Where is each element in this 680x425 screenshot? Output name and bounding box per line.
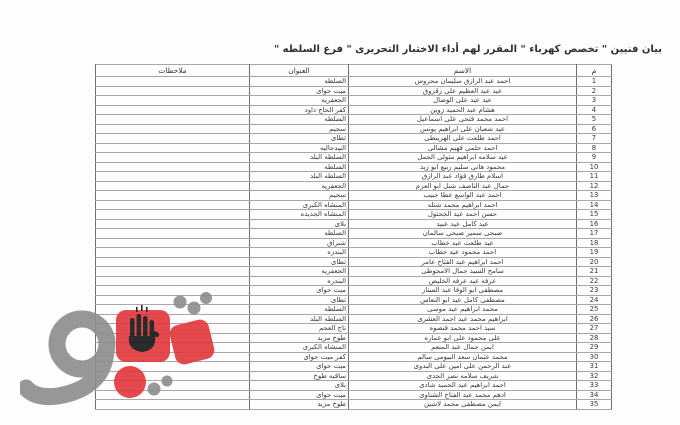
table-row [96, 333, 612, 343]
notes-cell [96, 162, 250, 172]
name-cell: عيد طلعت عيد خطاب [349, 238, 577, 248]
notes-cell [96, 210, 250, 220]
name-cell: على محمود على ابو عماره [349, 333, 577, 343]
table-row [96, 143, 612, 153]
table-row [96, 172, 612, 182]
name-cell: عبد الرحمن على امين على البدوى [349, 362, 577, 372]
row-number-cell: 23 [577, 286, 612, 296]
name-cell: احمد عبد الواسع عطا حبيب [349, 191, 577, 201]
address-cell: طوخ مزيد [250, 333, 349, 343]
notes-cell [96, 172, 250, 182]
notes-cell [96, 200, 250, 210]
name-cell: شريف سلامه نصر الجدى [349, 371, 577, 381]
notes-cell [96, 96, 250, 106]
notes-cell [96, 134, 250, 144]
address-cell: كفر الحاج داود [250, 105, 349, 115]
row-number-cell: 11 [577, 172, 612, 182]
name-cell: ابراهيم محمد عيد احمد العشرى [349, 314, 577, 324]
notes-cell [96, 305, 250, 315]
name-cell: احمد طلعت على الهريبطى [349, 134, 577, 144]
address-cell: شبراق [250, 238, 349, 248]
name-cell: احمد محمود عيد خطاب [349, 248, 577, 258]
address-cell: طوخ مزيد [250, 400, 349, 410]
address-cell: ميت حواى [250, 362, 349, 372]
notes-cell [96, 181, 250, 191]
address-cell: الجعفريه [250, 181, 349, 191]
address-cell: السلطه [250, 305, 349, 315]
table-row [96, 343, 612, 353]
row-number-cell: 10 [577, 162, 612, 172]
notes-cell [96, 276, 250, 286]
address-cell: سحيم [250, 124, 349, 134]
row-number-cell: 30 [577, 352, 612, 362]
table-row [96, 267, 612, 277]
row-number-cell: 24 [577, 295, 612, 305]
table-row [96, 381, 612, 391]
address-cell: السلطه [250, 115, 349, 125]
notes-cell [96, 390, 250, 400]
table-row [96, 400, 612, 410]
row-number-cell: 1 [577, 77, 612, 87]
address-cell: السلطه البلد [250, 314, 349, 324]
name-cell: جمال عبد الناصف شبل ابو العزم [349, 181, 577, 191]
table-row [96, 162, 612, 172]
notes-cell [96, 229, 250, 239]
notes-cell [96, 333, 250, 343]
name-cell: عيد شعبان على ابراهيم يونس [349, 124, 577, 134]
notes-cell [96, 219, 250, 229]
row-number-cell: 28 [577, 333, 612, 343]
table-row [96, 248, 612, 258]
notes-cell [96, 314, 250, 324]
address-cell: السلطه البلد [250, 172, 349, 182]
row-number-cell: 20 [577, 257, 612, 267]
table-row [96, 314, 612, 324]
table-header [96, 65, 612, 77]
name-cell: احمد محمد فتحى على اسماعيل [349, 115, 577, 125]
table-row [96, 295, 612, 305]
table-row [96, 305, 612, 315]
notes-cell [96, 143, 250, 153]
notes-cell [96, 267, 250, 277]
table-row [96, 181, 612, 191]
header-notes: ملاحظات [96, 65, 250, 77]
address-cell: تاج العجم [250, 324, 349, 334]
address-cell: سحيم [250, 191, 349, 201]
row-number-cell: 12 [577, 181, 612, 191]
name-cell: ايمن مصطفى محمد لاشين [349, 400, 577, 410]
address-cell: تطاى [250, 134, 349, 144]
row-number-cell: 6 [577, 124, 612, 134]
notes-cell [96, 191, 250, 201]
address-cell: بلاى [250, 381, 349, 391]
name-cell: عيد كامل عيد عبيد [349, 219, 577, 229]
address-cell: البيدجاليه [250, 143, 349, 153]
name-cell: احمد ابراهيم عبد الفتاح عامر [349, 257, 577, 267]
name-cell: عرفه عيد عرفه الخليص [349, 276, 577, 286]
header-name: الاسم [349, 65, 577, 77]
name-cell: سامح السيد جمال الامحوطى [349, 267, 577, 277]
address-cell: السلطه [250, 162, 349, 172]
notes-cell [96, 400, 250, 410]
table-row [96, 238, 612, 248]
row-number-cell: 14 [577, 200, 612, 210]
table-row [96, 134, 612, 144]
row-number-cell: 13 [577, 191, 612, 201]
address-cell: تطاى [250, 295, 349, 305]
row-number-cell: 35 [577, 400, 612, 410]
row-number-cell: 34 [577, 390, 612, 400]
notes-cell [96, 257, 250, 267]
table-row [96, 153, 612, 163]
row-number-cell: 29 [577, 343, 612, 353]
name-cell: ادهم محمد عبد الفتاح الشناوى [349, 390, 577, 400]
table-row [96, 219, 612, 229]
name-cell: عيد عبد العظيم على زقزوق [349, 86, 577, 96]
row-number-cell: 2 [577, 86, 612, 96]
address-cell: السلطه [250, 229, 349, 239]
name-cell: عيد عيد على الوصال [349, 96, 577, 106]
notes-cell [96, 115, 250, 125]
name-cell: ايمن جمال عبد المنعم [349, 343, 577, 353]
address-cell: بلاى [250, 219, 349, 229]
notes-cell [96, 248, 250, 258]
notes-cell [96, 77, 250, 87]
table-body [96, 77, 612, 410]
row-number-cell: 22 [577, 276, 612, 286]
row-number-cell: 26 [577, 314, 612, 324]
name-cell: عيد سلامه ابراهيم متولى الجمل [349, 153, 577, 163]
notes-cell [96, 381, 250, 391]
row-number-cell: 4 [577, 105, 612, 115]
row-number-cell: 15 [577, 210, 612, 220]
name-cell: محمود هانى سليم ربيع ابو زيد [349, 162, 577, 172]
name-cell: اسلام طارق فؤاد عبد الرازق [349, 172, 577, 182]
table-row [96, 200, 612, 210]
name-cell: حسن احمد عيد الجحتول [349, 210, 577, 220]
row-number-cell: 31 [577, 362, 612, 372]
header-address: العنوان [250, 65, 349, 77]
table-row [96, 210, 612, 220]
notes-cell [96, 286, 250, 296]
notes-cell [96, 105, 250, 115]
table-row [96, 115, 612, 125]
row-number-cell: 33 [577, 381, 612, 391]
row-number-cell: 32 [577, 371, 612, 381]
address-cell: الجعفريه [250, 96, 349, 106]
name-cell: احمد ابراهيم عبد الحميد شادى [349, 381, 577, 391]
row-number-cell: 18 [577, 238, 612, 248]
row-number-cell: 8 [577, 143, 612, 153]
table-row [96, 191, 612, 201]
address-cell: ساقيه طوخ [250, 371, 349, 381]
name-cell: محمد عثمان سعد البيومى سالم [349, 352, 577, 362]
address-cell: السلطه البلد [250, 153, 349, 163]
table-row [96, 105, 612, 115]
name-cell: مصطفى ابو الوفا عبد الستار [349, 286, 577, 296]
name-cell: سيد احمد محمد قنصوه [349, 324, 577, 334]
row-number-cell: 9 [577, 153, 612, 163]
table-row [96, 257, 612, 267]
name-cell: هشام عبد الحميد زوين [349, 105, 577, 115]
notes-cell [96, 343, 250, 353]
table-row [96, 86, 612, 96]
notes-cell [96, 324, 250, 334]
address-cell: البندره [250, 276, 349, 286]
notes-cell [96, 153, 250, 163]
table-row [96, 390, 612, 400]
table-row [96, 324, 612, 334]
notes-cell [96, 124, 250, 134]
notes-cell [96, 238, 250, 248]
name-cell: احمد عبد الرازق سليمان محروس [349, 77, 577, 87]
notes-cell [96, 86, 250, 96]
notes-cell [96, 295, 250, 305]
address-cell: ميت حواى [250, 390, 349, 400]
row-number-cell: 3 [577, 96, 612, 106]
table-row [96, 96, 612, 106]
address-cell: المنشاه الكبرى [250, 343, 349, 353]
notes-cell [96, 371, 250, 381]
name-cell: احمد ابراهيم محمد شتله [349, 200, 577, 210]
table-row [96, 352, 612, 362]
table-row [96, 276, 612, 286]
address-cell: المنشاه الجديده [250, 210, 349, 220]
row-number-cell: 17 [577, 229, 612, 239]
name-cell: مصطفى كامل عيد ابو النعاس [349, 295, 577, 305]
name-cell: صبحى سمير صبحى سالمان [349, 229, 577, 239]
table-header-row [96, 65, 612, 77]
notes-cell [96, 352, 250, 362]
row-number-cell: 16 [577, 219, 612, 229]
address-cell: كفر ميت حواى [250, 352, 349, 362]
row-number-cell: 27 [577, 324, 612, 334]
address-cell: تطاى [250, 257, 349, 267]
row-number-cell: 25 [577, 305, 612, 315]
header-number: م [577, 65, 612, 77]
table-row [96, 362, 612, 372]
address-cell: ميت حواى [250, 86, 349, 96]
technicians-table [95, 64, 612, 410]
table-row [96, 371, 612, 381]
table-row [96, 286, 612, 296]
address-cell: البندره [250, 248, 349, 258]
document-title: بيان فنيين " تخصص كهرباء " المقرر لهم أداء الاختبار التحريرى " فرع السلطه " [273, 44, 662, 55]
table-row [96, 77, 612, 87]
notes-cell [96, 362, 250, 372]
address-cell: الجعفريه [250, 267, 349, 277]
row-number-cell: 5 [577, 115, 612, 125]
table-row [96, 124, 612, 134]
address-cell: السلطه [250, 77, 349, 87]
address-cell: المنشاه الكبرى [250, 200, 349, 210]
row-number-cell: 7 [577, 134, 612, 144]
table-row [96, 229, 612, 239]
row-number-cell: 21 [577, 267, 612, 277]
name-cell: احمد حلمى فهيم مشالى [349, 143, 577, 153]
row-number-cell: 19 [577, 248, 612, 258]
address-cell: ميت حواى [250, 286, 349, 296]
name-cell: محمد ابراهيم عيد موسى [349, 305, 577, 315]
